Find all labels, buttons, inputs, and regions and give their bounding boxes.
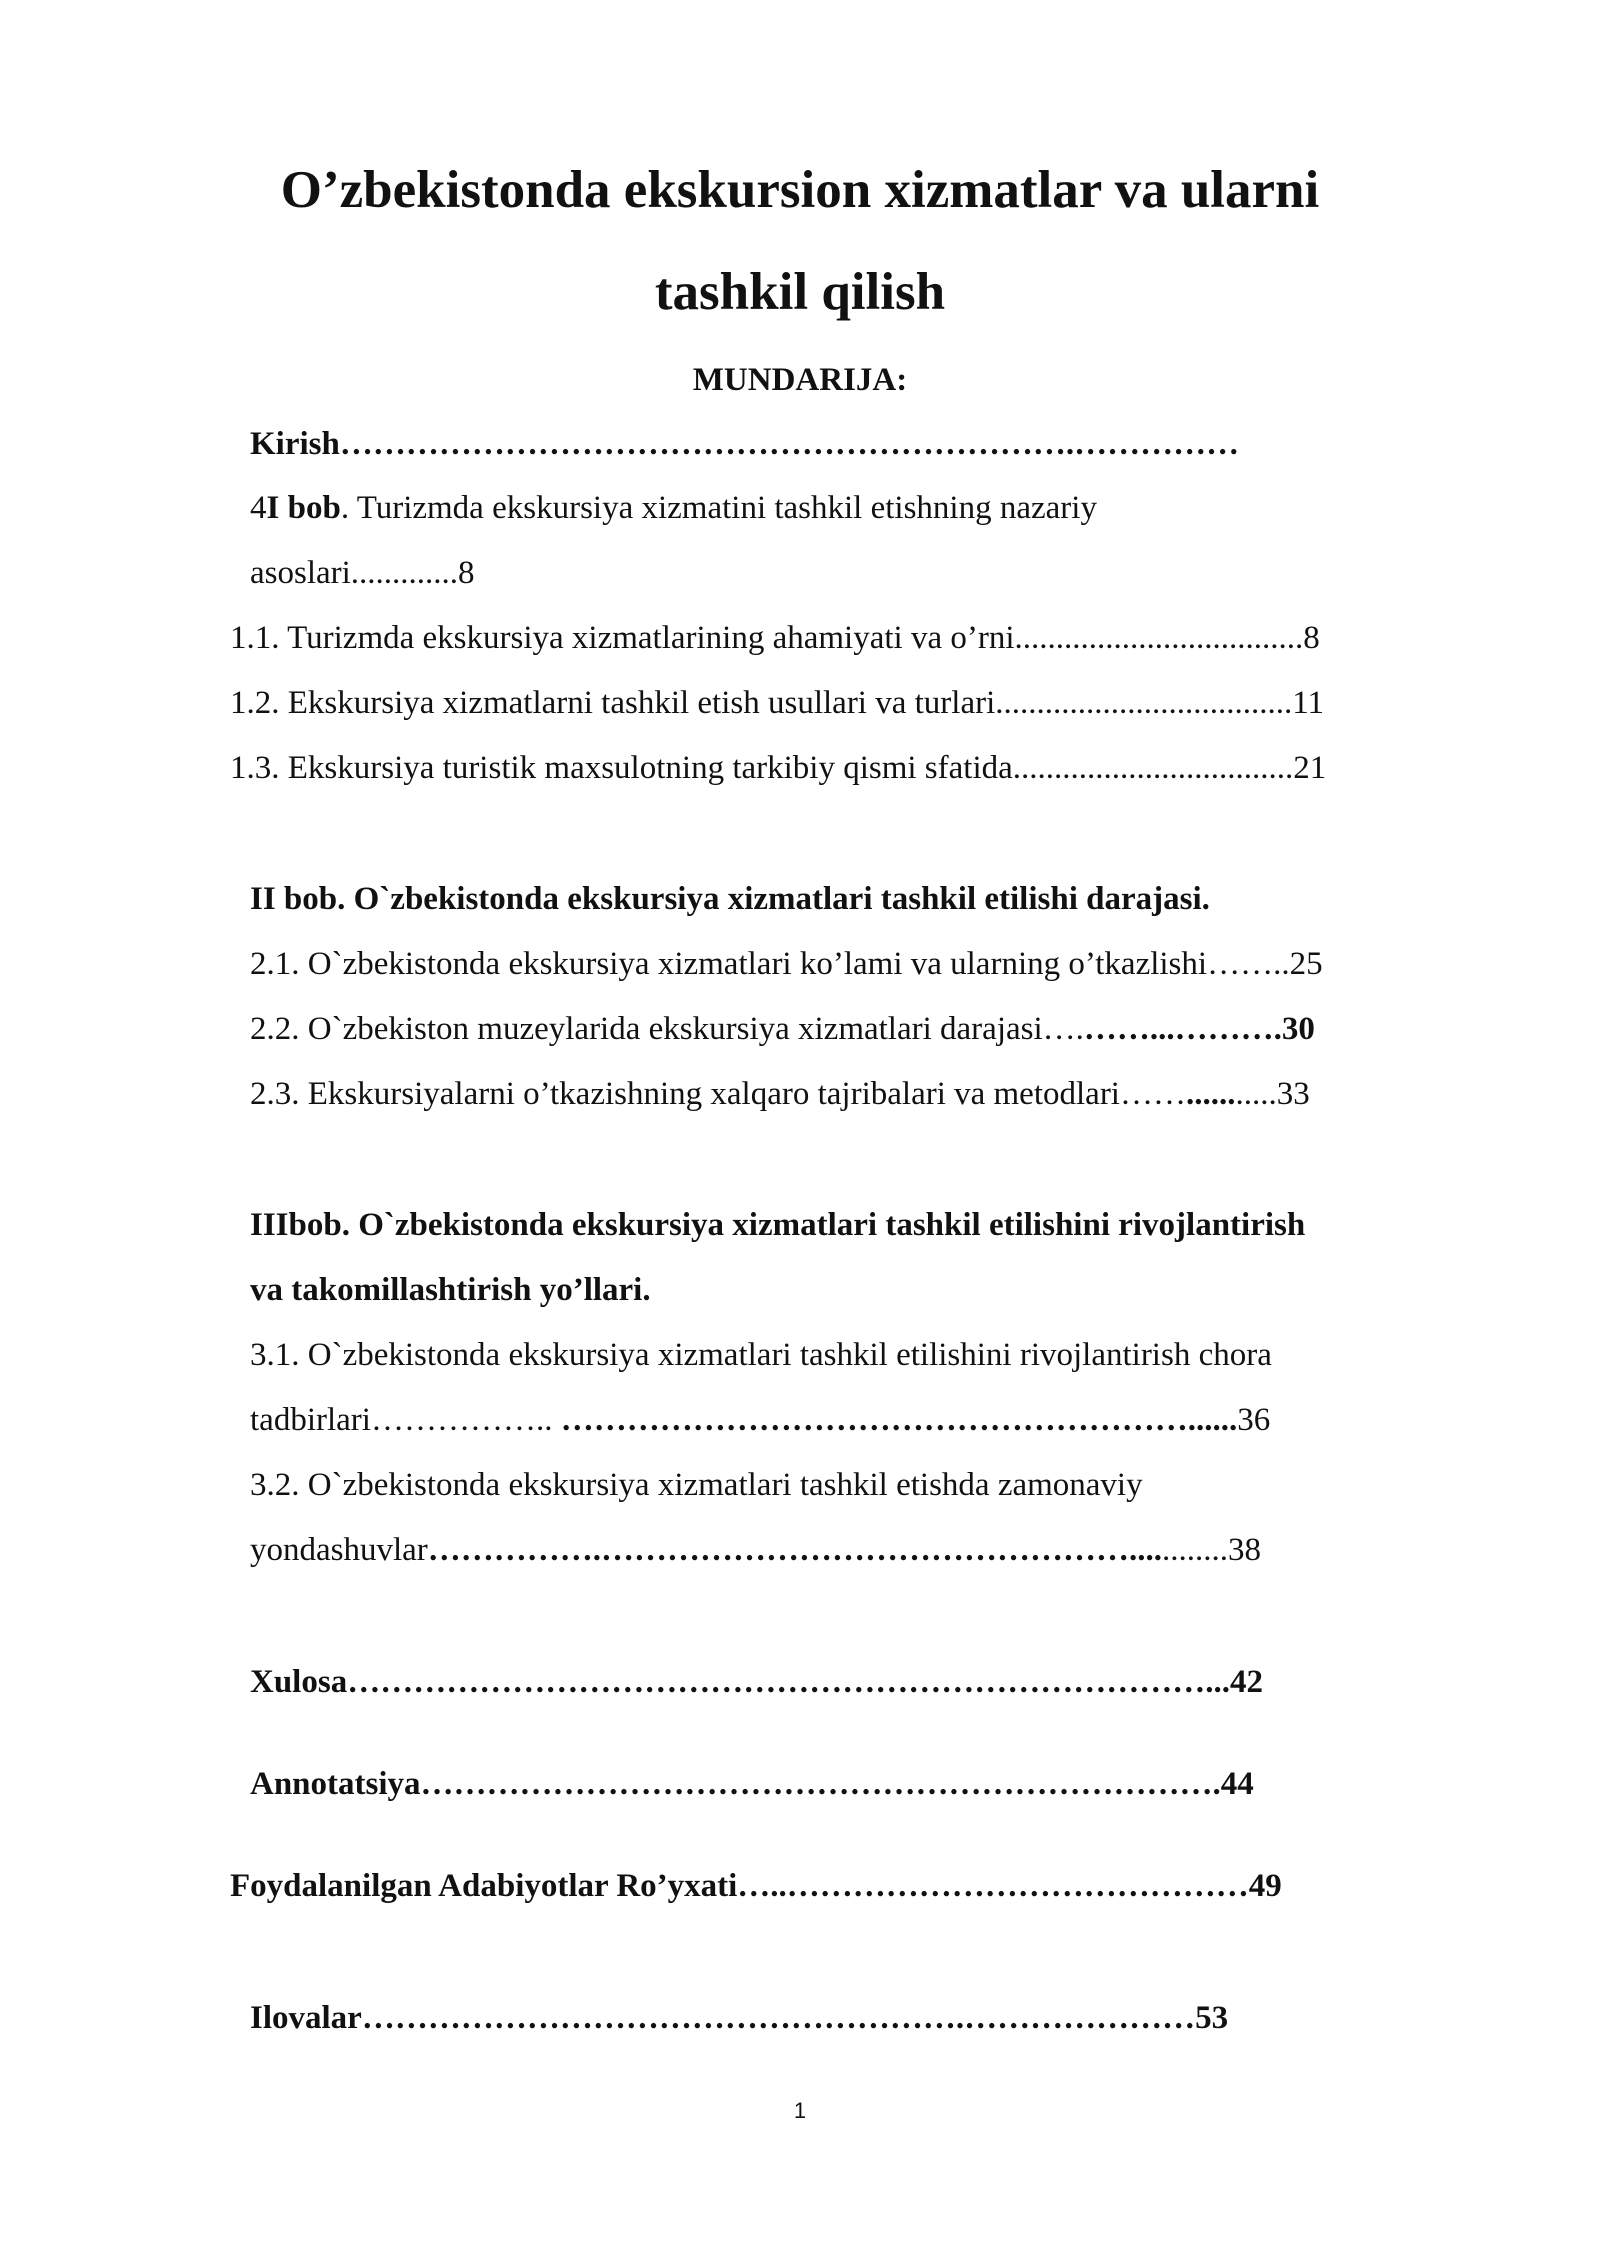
toc-entry-annotatsiya: Annotatsiya……………………………………………………………….44 [250, 1766, 1254, 1802]
toc-entry-3-1-cont [250, 1398, 1270, 1442]
toc-entry-chapter-3: IIIbob. O`zbekistonda ekskursiya xizmatlari tashkil etilishini rivojlantirish [250, 1207, 1306, 1243]
toc-entry-2-1: 2.1. O`zbekistonda ekskursiya xizmatlari ko’lami va ularning o’tkazlishi……..25 [250, 946, 1323, 982]
toc-entry-chapter-3-cont: va takomillashtirish yo’llari. [250, 1272, 651, 1308]
title-line-1: O’zbekistonda ekskursion xizmatlar va ularni [280, 161, 1320, 219]
chapter-1-label: I bob [266, 490, 341, 526]
chapter-1-prefix: 4 [250, 490, 267, 526]
toc-entry-adabiyotlar: Foydalanilgan Adabiyotlar Ro’yxati…..……………………………………49 [230, 1868, 1282, 1904]
chapter-1-title: . Turizmda ekskursiya xizmatini tashkil etishning nazariy [340, 490, 1097, 526]
toc-entry-chapter-1 [250, 486, 1097, 530]
toc-entry-2-3-page: .....33 [1235, 1076, 1310, 1112]
toc-entry-3-1-text: tadbirlari…………….. [250, 1402, 561, 1438]
toc-entry-xulosa: Xulosa……………………………………………………………………...42 [250, 1664, 1263, 1700]
toc-entry-3-1-leader: …………………………………………………...... [560, 1402, 1238, 1438]
toc-entry-3-1-page: 36 [1237, 1402, 1271, 1438]
toc-entry-1-3: 1.3. Ekskursiya turistik maxsulotning tarkibiy qismi sfatida..................................21 [230, 750, 1327, 786]
toc-entry-2-2-leader: ……...……….30 [1083, 1011, 1315, 1047]
toc-entry-2-3-text: 2.3. Ekskursiyalarni o’tkazishning xalqaro tajribalari va metodlari…… [250, 1076, 1186, 1112]
toc-entry-kirish: Kirish………………………………………………………….…………… [250, 426, 1240, 462]
toc-entry-3-2-leader: …………….………………………………………….... [427, 1532, 1163, 1568]
toc-entry-2-3-leader: ...... [1185, 1076, 1236, 1112]
toc-entry-1-1: 1.1. Turizmda ekskursiya xizmatlarining ahamiyati va o’rni...................................8 [230, 620, 1320, 656]
toc-entry-2-3 [250, 1072, 1310, 1116]
toc-entry-3-2-text: yondashuvlar [250, 1532, 428, 1568]
toc-heading: MUNDARIJA: [692, 362, 908, 398]
page-number: 1 [793, 2098, 807, 2123]
toc-entry-1-2: 1.2. Ekskursiya xizmatlarni tashkil etish usullari va turlari....................................11 [230, 685, 1325, 721]
toc-entry-chapter-2: II bob. O`zbekistonda ekskursiya xizmatlari tashkil etilishi darajasi. [250, 881, 1210, 917]
toc-entry-chapter-1-cont: asoslari.............8 [250, 555, 475, 591]
toc-entry-2-2 [250, 1007, 1315, 1051]
toc-entry-3-2: 3.2. O`zbekistonda ekskursiya xizmatlari tashkil etishda zamonaviy [250, 1467, 1143, 1503]
toc-entry-2-2-text: 2.2. O`zbekiston muzeylarida ekskursiya xizmatlari darajasi…. [250, 1011, 1084, 1047]
toc-entry-ilovalar: Ilovalar……………………………………………….…………………53 [250, 2000, 1229, 2036]
toc-entry-3-2-page: ........38 [1162, 1532, 1262, 1568]
title-line-2: tashkil qilish [654, 263, 946, 321]
toc-entry-3-2-cont [250, 1528, 1261, 1572]
toc-entry-3-1: 3.1. O`zbekistonda ekskursiya xizmatlari tashkil etilishini rivojlantirish chora [250, 1337, 1272, 1373]
